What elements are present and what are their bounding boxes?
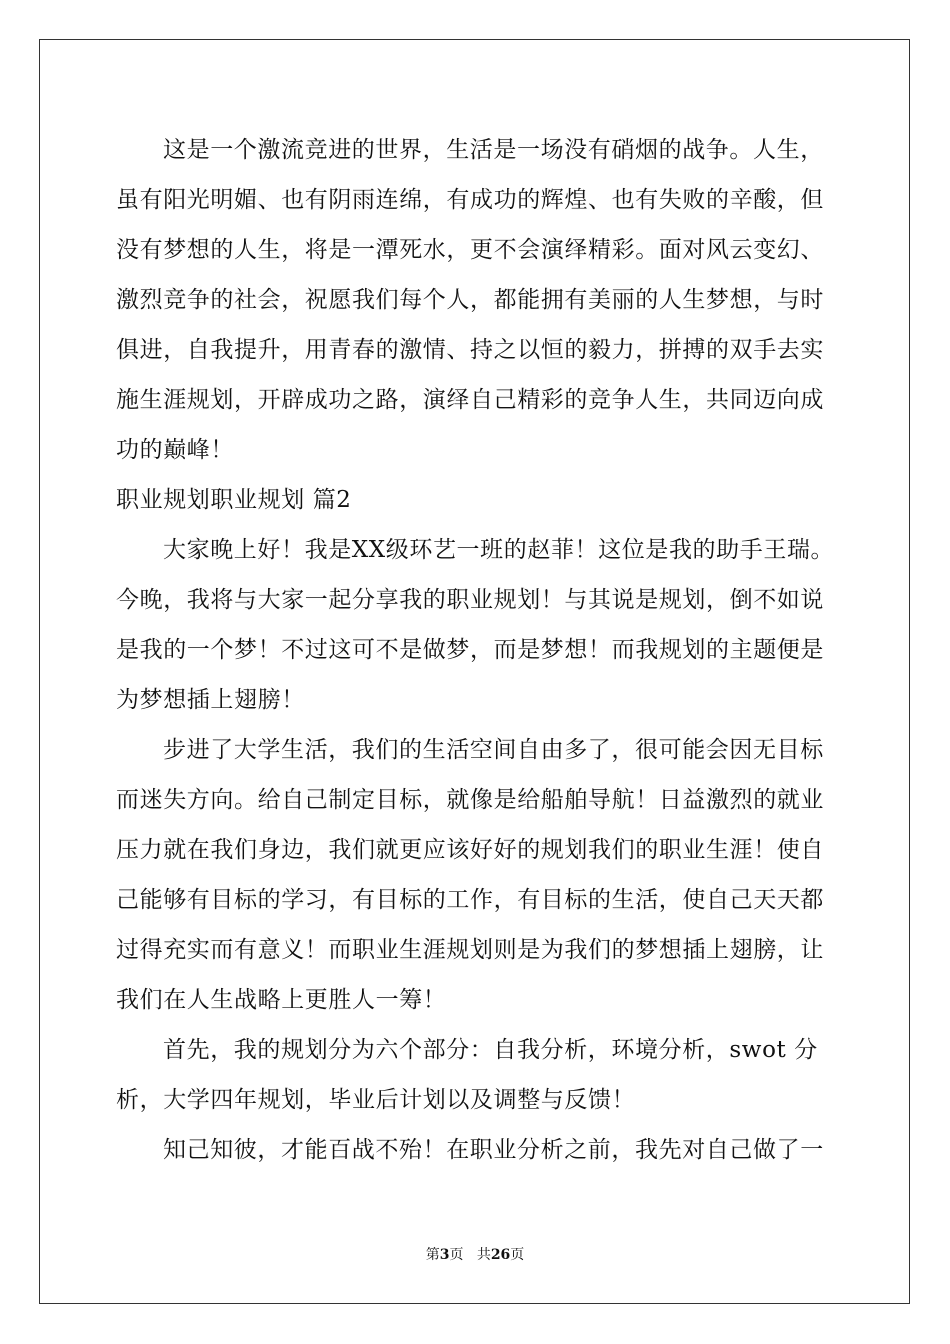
page-number-total: 26 bbox=[490, 1247, 511, 1263]
paragraph-line: 功的巅峰！ bbox=[116, 437, 234, 463]
paragraph-line: 知己知彼，才能百战不殆！在职业分析之前，我先对自己做了一 bbox=[163, 1137, 824, 1163]
paragraph-line: 虽有阳光明媚、也有阴雨连绵，有成功的辉煌、也有失败的辛酸，但 bbox=[116, 187, 824, 213]
paragraph-line: 过得充实而有意义！而职业生涯规划则是为我们的梦想插上翅膀，让 bbox=[116, 937, 824, 963]
paragraph-line: 步进了大学生活，我们的生活空间自由多了，很可能会因无目标 bbox=[163, 737, 824, 763]
paragraph-line: 这是一个激流竞进的世界，生活是一场没有硝烟的战争。人生， bbox=[163, 137, 824, 163]
paragraph-line: 施生涯规划，开辟成功之路，演绎自己精彩的竞争人生，共同迈向成 bbox=[116, 387, 824, 413]
page-number-current: 3 bbox=[439, 1247, 450, 1263]
paragraph-line: 压力就在我们身边，我们就更应该好好的规划我们的职业生涯！使自 bbox=[116, 837, 824, 863]
page-number-suffix: 页 bbox=[449, 1247, 464, 1263]
page-total-suffix: 页 bbox=[510, 1247, 525, 1263]
page-total-prefix: 共 bbox=[476, 1247, 491, 1263]
paragraph-line: 首先，我的规划分为六个部分：自我分析，环境分析，swot 分 bbox=[163, 1037, 818, 1063]
page-footer bbox=[0, 1246, 950, 1264]
page-number-prefix: 第 bbox=[425, 1247, 440, 1263]
paragraph-line: 是我的一个梦！不过这可不是做梦，而是梦想！而我规划的主题便是 bbox=[116, 637, 824, 663]
paragraph-line: 大家晚上好！我是XX级环艺一班的赵菲！这位是我的助手王瑞。 bbox=[163, 537, 835, 563]
paragraph-line: 没有梦想的人生，将是一潭死水，更不会演绎精彩。面对风云变幻、 bbox=[116, 237, 824, 263]
paragraph-line: 今晚，我将与大家一起分享我的职业规划！与其说是规划，倒不如说 bbox=[116, 587, 824, 613]
paragraph-line: 我们在人生战略上更胜人一筹！ bbox=[116, 987, 447, 1013]
paragraph-line: 俱进，自我提升，用青春的激情、持之以恒的毅力，拼搏的双手去实 bbox=[116, 337, 824, 363]
paragraph-line: 析，大学四年规划，毕业后计划以及调整与反馈！ bbox=[116, 1087, 636, 1113]
section-heading: 职业规划职业规划 篇2 bbox=[116, 487, 352, 513]
paragraph-line: 而迷失方向。给自己制定目标，就像是给船舶导航！日益激烈的就业 bbox=[116, 787, 824, 813]
paragraph-line: 己能够有目标的学习，有目标的工作，有目标的生活，使自己天天都 bbox=[116, 887, 824, 913]
paragraph-line: 激烈竞争的社会，祝愿我们每个人，都能拥有美丽的人生梦想，与时 bbox=[116, 287, 824, 313]
paragraph-line: 为梦想插上翅膀！ bbox=[116, 687, 305, 713]
